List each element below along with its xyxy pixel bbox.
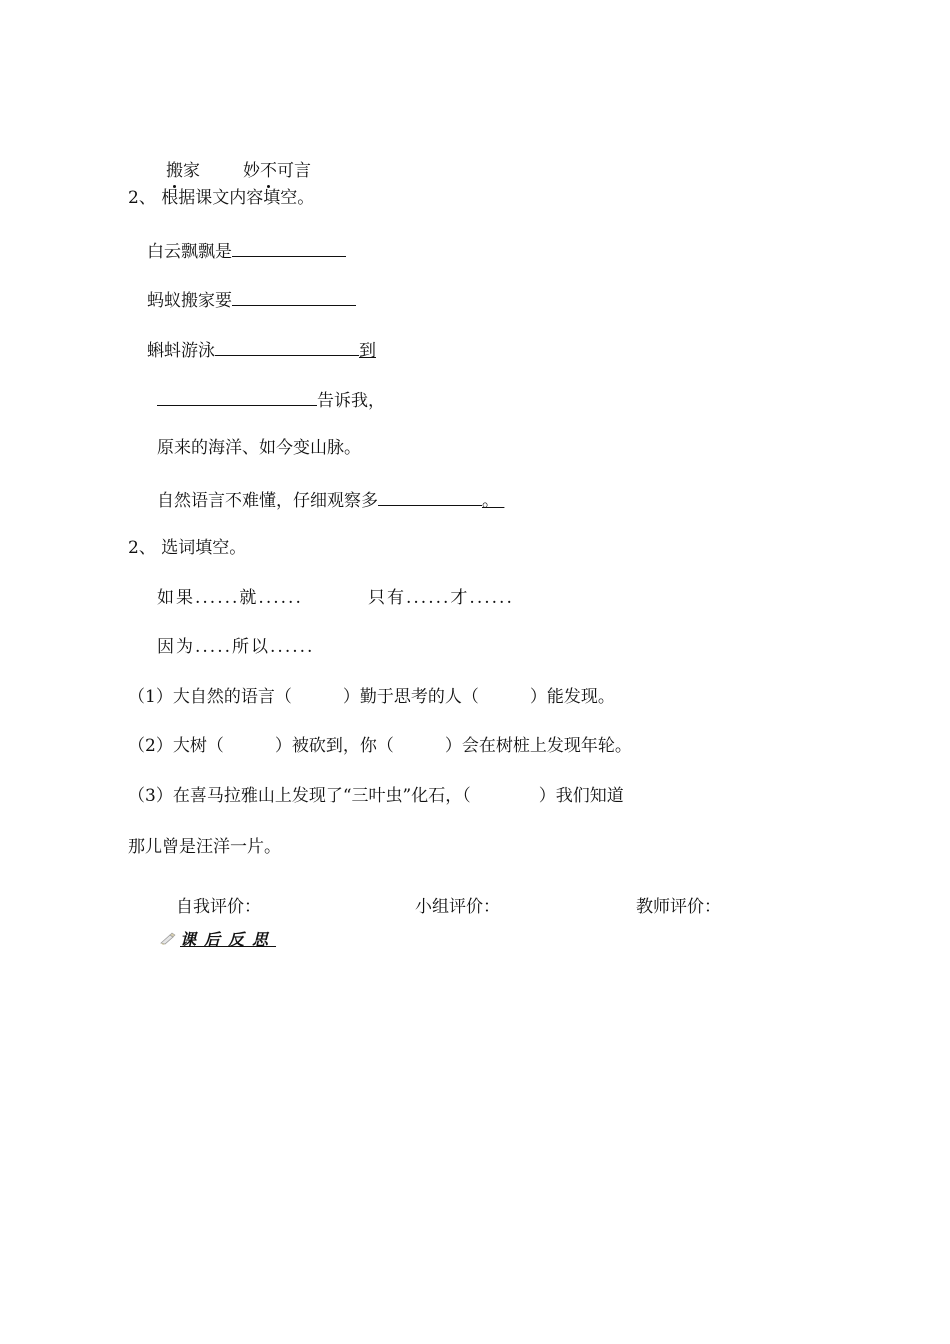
- fill-line-5: 原来的海洋、如今变山脉。: [157, 438, 361, 458]
- group-evaluation: 小组评价：: [415, 897, 500, 917]
- sentence-3: （3）在喜马拉雅山上发现了“三叶虫”化石，（ ）我们知道: [128, 786, 624, 806]
- fill-line-4: 告诉我，: [157, 387, 385, 412]
- answer-blank[interactable]: [232, 238, 346, 257]
- self-evaluation: 自我评价：: [176, 897, 261, 917]
- sentence-2: （2）大树（ ）被砍到，你（ ）会在树桩上发现年轮。: [128, 736, 632, 756]
- answer-blank[interactable]: [215, 337, 359, 356]
- question-3-title: 2、 选词填空。: [128, 538, 247, 558]
- word-option-3: 因为.....所以......: [157, 637, 315, 657]
- teacher-evaluation: 教师评价：: [636, 897, 721, 917]
- fill-line-6: 自然语言不难懂，仔细观察多 。: [157, 487, 504, 512]
- reflection-heading: [160, 929, 276, 952]
- fill-line-2: 蚂蚁搬家要: [147, 287, 356, 312]
- word-banjia: 搬家: [166, 161, 200, 181]
- sentence-1: （1）大自然的语言（ ）勤于思考的人（ ）能发现。: [128, 687, 615, 707]
- word-miaobukeyan: 妙不可言: [243, 161, 311, 181]
- word-option-2: 只有......才......: [368, 588, 514, 608]
- word-option-1: 如果......就......: [157, 588, 303, 608]
- sentence-3-continued: 那儿曾是汪洋一片。: [128, 837, 281, 857]
- reflection-title: 课后反思: [180, 930, 277, 949]
- question-2-title: 2、 根据课文内容填空。: [128, 188, 315, 208]
- answer-blank[interactable]: [378, 487, 482, 506]
- answer-blank[interactable]: [157, 387, 317, 406]
- pencil-icon: [160, 930, 176, 952]
- emphasis-char: 不: [260, 161, 277, 181]
- answer-blank[interactable]: [232, 287, 356, 306]
- fill-line-1: 白云飘飘是: [147, 238, 346, 263]
- emphasis-char: 搬: [166, 161, 183, 181]
- fill-line-3: 蝌蚪游泳 到: [147, 337, 376, 362]
